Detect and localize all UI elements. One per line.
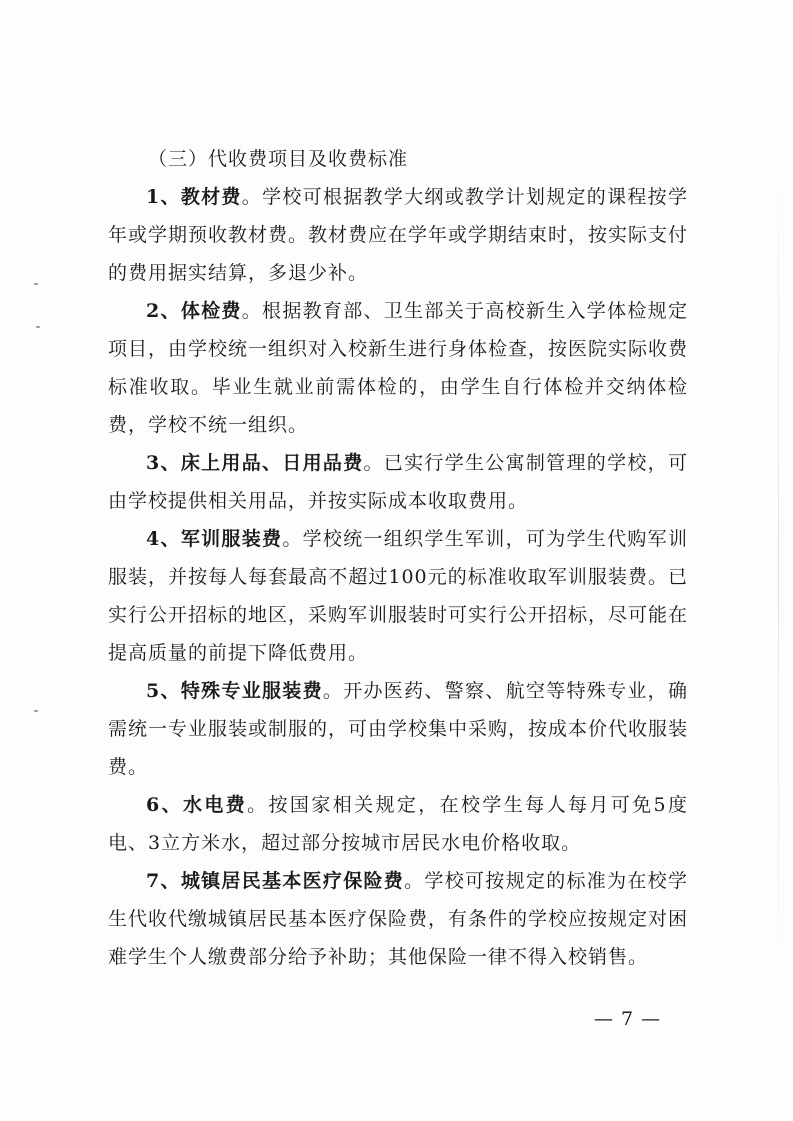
item-text: 。根据教育部、卫生部关于高校新生入学体检规定项目，由学校统一组织对入校新生进行身体检查，按医院实际收费标准收取。毕业生就业前需体检的，由学生自行体检并交纳体检费，学校不统一组织。 [108, 300, 689, 436]
item-heading: 2、体检费 [146, 300, 242, 322]
scan-speck [34, 710, 38, 712]
paragraph-item-1 [108, 178, 688, 292]
item-heading: 5、特殊专业服装费 [146, 680, 323, 702]
item-text: 。学校统一组织学生军训，可为学生代购军训服装，并按每人每套最高不超过100元的标准收取军训服装费。已实行公开招标的地区，采购军训服装时可实行公开招标，尽可能在提高质量的前提下降低费用。 [108, 528, 689, 664]
paragraph-item-3 [108, 444, 688, 520]
item-text: 。学校可根据教学大纲或教学计划规定的课程按学年或学期预收教材费。教材费应在学年或学期结束时，按实际支付的费用据实结算，多退少补。 [108, 186, 689, 284]
item-text: 。开办医药、警察、航空等特殊专业，确需统一专业服装或制服的，可由学校集中采购，按成本价代收服装费。 [108, 680, 689, 778]
item-heading: 3、床上用品、日用品费 [146, 452, 364, 474]
item-text: 。学校可按规定的标准为在校学生代收代缴城镇居民基本医疗保险费，有条件的学校应按规定对困难学生个人缴费部分给予补助；其他保险一律不得入校销售。 [108, 870, 689, 968]
item-heading: 6、水电费 [146, 794, 248, 816]
scan-edge-shadow [778, 120, 779, 1020]
item-heading: 7、城镇居民基本医疗保险费 [146, 870, 405, 892]
page-number: — 7 — [594, 1008, 662, 1030]
scan-speck [36, 326, 40, 328]
section-title: （三）代收费项目及收费标准 [148, 148, 409, 170]
paragraph-item-4 [108, 520, 688, 672]
paragraph-item-5 [108, 672, 688, 786]
item-heading: 4、军训服装费 [146, 528, 283, 550]
scan-speck [34, 283, 38, 285]
paragraph-item-6 [108, 786, 688, 862]
item-text: 。按国家相关规定，在校学生每人每月可免5度电、3立方米水，超过部分按城市居民水电价格收取。 [108, 794, 688, 854]
document-body [108, 140, 688, 976]
paragraph-item-2 [108, 292, 688, 444]
item-text: 。已实行学生公寓制管理的学校，可由学校提供相关用品，并按实际成本收取费用。 [108, 452, 688, 512]
paragraph-item-7 [108, 862, 688, 976]
item-heading: 1、教材费 [146, 186, 242, 208]
